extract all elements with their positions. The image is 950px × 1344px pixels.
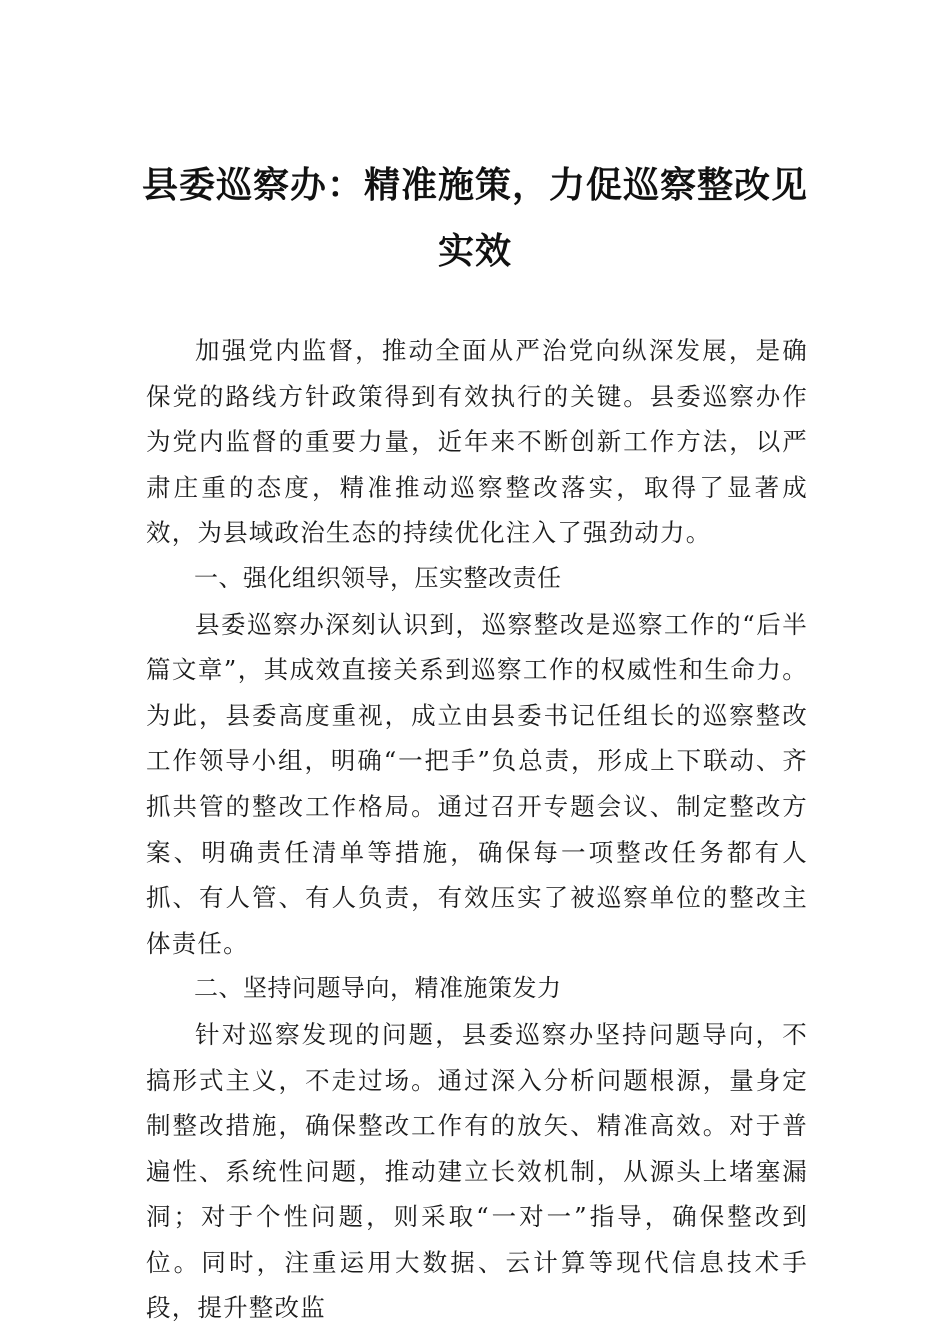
document-body xyxy=(146,328,808,1331)
section-2-heading: 二、坚持问题导向，精准施策发力 xyxy=(194,974,562,1003)
document-title: 县委巡察办：精准施策，力促巡察整改见实效 xyxy=(141,164,808,272)
section-2-paragraph: 针对巡察发现的问题，县委巡察办坚持问题导向，不搞形式主义，不走过场。通过深入分析问题根源，量身定制整改措施，确保整改工作有的放矢、精准高效。对于普遍性、系统性问题，推动建立长效机制，从源头上堵塞漏洞；对于个性问题，则采取“一对一”指导，确保整改到位。同时，注重运用大数据、云计算等现代信息技术手段，提升整改监 xyxy=(146,1019,808,1323)
section-1-paragraph: 县委巡察办深刻认识到，巡察整改是巡察工作的“后半篇文章”，其成效直接关系到巡察工作的权威性和生命力。为此，县委高度重视，成立由县委书记任组长的巡察整改工作领导小组，明确“一把手”负总责，形成上下联动、齐抓共管的整改工作格局。通过召开专题会议、制定整改方案、明确责任清单等措施，确保每一项整改任务都有人抓、有人管、有人负责，有效压实了被巡察单位的整改主体责任。 xyxy=(146,609,808,958)
section-1-heading: 一、强化组织领导，压实整改责任 xyxy=(194,563,562,592)
intro-paragraph: 加强党内监督，推动全面从严治党向纵深发展，是确保党的路线方针政策得到有效执行的关键。县委巡察办作为党内监督的重要力量，近年来不断创新工作方法，以严肃庄重的态度，精准推动巡察整改落实，取得了显著成效，为县域政治生态的持续优化注入了强劲动力。 xyxy=(146,336,808,548)
